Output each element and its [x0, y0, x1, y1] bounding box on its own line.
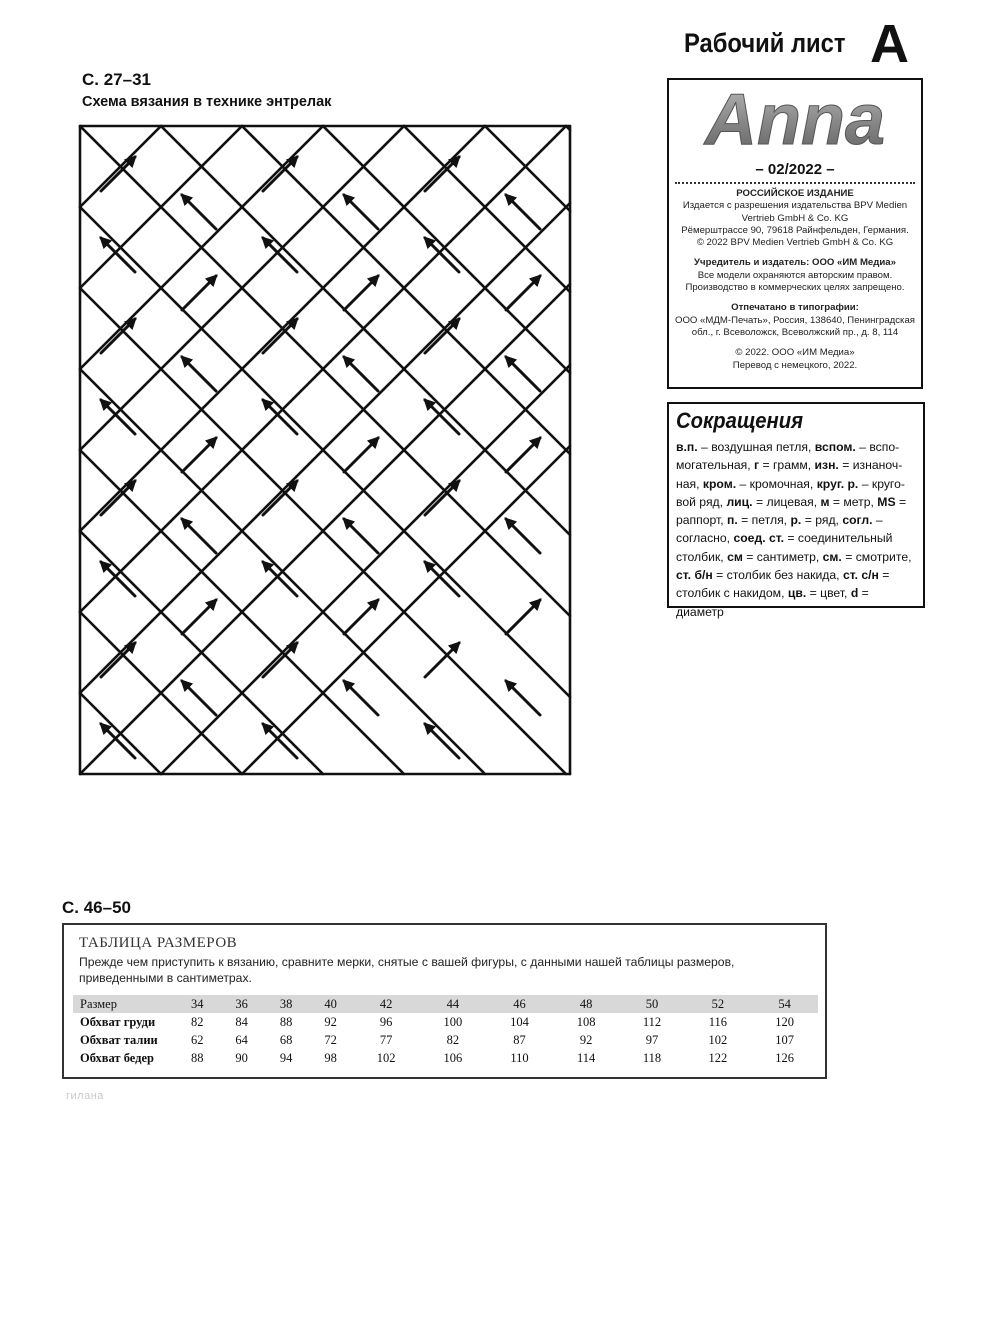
size-cell: 97: [645, 1032, 659, 1047]
size-cell: 98: [324, 1050, 337, 1065]
imprint-block-1: [669, 188, 921, 249]
size-cell: 120: [775, 1014, 794, 1029]
size-cell: 90: [235, 1050, 248, 1065]
size-cell: 46: [486, 995, 553, 1013]
size-cell: 72: [324, 1032, 337, 1047]
abbreviation-term: вспом.: [814, 440, 856, 454]
direction-arrow: [344, 195, 378, 229]
anna-logo: [680, 84, 910, 154]
direction-arrow: [182, 357, 216, 391]
row-label: Обхват талии: [80, 1032, 158, 1047]
imprint-line: Издается с разрешения издательства BPV Medien: [682, 200, 908, 212]
direction-arrow: [425, 724, 459, 758]
size-cell: 82: [190, 1014, 204, 1029]
direction-arrow: [101, 643, 135, 677]
direction-arrow: [425, 481, 459, 515]
abbreviation-definition: = цвет,: [806, 586, 851, 601]
diagonal-line: [80, 126, 570, 616]
size-table-intro: Прежде чем приступить к вязанию, сравните мерки, снятые с вашей фигуры, с данными нашей таблицы размеров, приведенными в сантиметрах.: [79, 955, 735, 985]
direction-arrow: [182, 438, 216, 472]
diagonal-line: [242, 446, 570, 774]
direction-arrow: [344, 519, 378, 553]
abbreviation-definition: = соединительный столбик,: [676, 531, 893, 564]
abbreviation-definition: = столбик с накидом,: [676, 568, 890, 601]
direction-arrow: [182, 276, 216, 310]
row-label: Размер: [73, 995, 175, 1013]
direction-arrow: [506, 600, 540, 634]
size-cell: 82: [446, 1032, 460, 1047]
abbreviation-definition: = сантиметр,: [742, 549, 823, 564]
size-cell: 77: [379, 1032, 393, 1047]
direction-arrow: [182, 681, 216, 715]
direction-arrow: [344, 276, 378, 310]
direction-arrow: [101, 238, 135, 272]
row-label: Обхват бедер: [80, 1050, 154, 1065]
size-cell: 96: [379, 1014, 393, 1029]
direction-arrow: [263, 400, 297, 434]
size-table-box: [62, 923, 827, 1079]
size-cell: 54: [751, 995, 818, 1013]
direction-arrow: [425, 562, 459, 596]
direction-arrow: [263, 238, 297, 272]
direction-arrow: [263, 481, 297, 515]
abbreviation-definition: = диаметр: [676, 586, 869, 619]
abbreviation-definition: = изнаночная,: [676, 458, 903, 491]
direction-arrow: [182, 195, 216, 229]
abbreviation-term: круг. р.: [816, 476, 859, 491]
direction-arrow: [344, 600, 378, 634]
direction-arrow: [101, 319, 135, 353]
abbreviations-box: [667, 402, 925, 619]
abbreviation-term: MS: [877, 494, 896, 509]
direction-arrow: [506, 681, 540, 715]
imprint-line: Отпечатано в типографии:: [731, 302, 859, 314]
size-cell: 92: [579, 1032, 593, 1047]
direction-arrow: [263, 724, 297, 758]
sheet-letter: A: [870, 14, 909, 74]
diagonal-line: [80, 207, 570, 697]
abbreviation-term: п.: [727, 513, 738, 528]
size-page-ref: С. 46–50: [62, 898, 131, 917]
direction-arrow: [425, 319, 459, 353]
abbreviation-definition: = лицевая,: [752, 494, 821, 509]
imprint-line: РОССИЙСКОЕ ИЗДАНИЕ: [736, 188, 854, 199]
abbreviation-term: согл.: [842, 513, 873, 528]
size-cell: 50: [620, 995, 685, 1013]
imprint-line: Рёмерштрассе 90, 79618 Райнфельден, Германия.: [681, 224, 909, 236]
direction-arrow: [425, 238, 459, 272]
size-cell: 87: [513, 1032, 526, 1047]
size-cell: 100: [443, 1014, 463, 1029]
diagonal-line: [161, 365, 570, 774]
direction-arrow: [263, 562, 297, 596]
imprint-line: Перевод с немецкого, 2022.: [732, 359, 858, 371]
size-cell: 48: [553, 995, 620, 1013]
abbreviation-definition: – вспомогательная,: [676, 440, 900, 473]
size-cell: 104: [510, 1014, 529, 1029]
diagonal-line: [80, 284, 570, 774]
abbreviation-definition: = грамм,: [759, 458, 815, 473]
direction-arrow: [506, 519, 540, 553]
size-table: [73, 995, 818, 1067]
abbreviation-term: соед. ст.: [733, 531, 785, 546]
abbreviations-text: [676, 438, 916, 621]
direction-arrow: [101, 562, 135, 596]
imprint-block-4: [669, 347, 921, 372]
size-cell: 94: [279, 1050, 293, 1065]
direction-arrow: [101, 400, 135, 434]
direction-arrow: [506, 195, 540, 229]
abbreviation-term: р.: [790, 513, 802, 528]
diagram-grid: [80, 126, 570, 774]
abbreviation-definition: – воздушная петля,: [697, 440, 815, 454]
size-cell: 64: [235, 1032, 248, 1047]
abbreviation-term: ст. б/н: [676, 568, 713, 583]
direction-arrow: [506, 438, 540, 472]
abbreviation-term: цв.: [787, 586, 807, 601]
size-cell: 102: [708, 1032, 728, 1047]
size-cell: 44: [419, 995, 486, 1013]
sheet-label: Рабочий лист: [684, 28, 846, 58]
abbreviation-definition: = метр,: [829, 494, 878, 509]
row-label: Обхват груди: [80, 1014, 156, 1029]
diagonal-line: [242, 126, 570, 454]
imprint-line: Учредитель и издатель: ООО «ИМ Медиа»: [694, 257, 896, 269]
imprint-line: © 2022 BPV Medien Vertrieb GmbH & Co. KG: [696, 237, 894, 249]
imprint-block-2: [669, 257, 921, 294]
direction-arrow: [263, 319, 297, 353]
entrelac-diagram: [78, 124, 572, 776]
size-cell: 62: [190, 1032, 204, 1047]
size-row: [73, 1013, 818, 1031]
abbreviation-term: лиц.: [726, 494, 753, 509]
dotted-divider: [675, 182, 915, 184]
imprint-line: Все модели охраняются авторским правом.: [697, 269, 893, 281]
direction-arrow: [344, 681, 378, 715]
chart-caption: Схема вязания в технике энтрелак: [82, 94, 332, 110]
size-cell: 110: [510, 1050, 529, 1065]
size-cell: 88: [279, 1014, 293, 1029]
abbreviation-definition: = петля,: [737, 513, 791, 528]
size-cell: 92: [324, 1014, 337, 1029]
abbreviation-term: м: [820, 494, 830, 509]
abbreviation-term: ст. с/н: [842, 568, 879, 583]
direction-arrow: [101, 481, 135, 515]
imprint-line: Vertrieb GmbH & Co. KG: [741, 212, 849, 224]
chart-page-ref: С. 27–31: [82, 70, 151, 89]
svg-text:Anna: Anna: [705, 84, 885, 154]
abbreviation-definition: – согласно,: [676, 513, 883, 546]
size-cell: 118: [642, 1050, 662, 1065]
size-header-row: [73, 995, 818, 1013]
direction-arrow: [344, 357, 378, 391]
diagonal-line: [404, 126, 570, 292]
direction-arrow: [263, 643, 297, 677]
size-row: [73, 1031, 818, 1049]
issue-number: – 02/2022 –: [755, 161, 835, 178]
abbreviation-term: d: [850, 586, 859, 601]
size-cell: 88: [190, 1050, 204, 1065]
direction-arrow: [425, 643, 459, 677]
size-cell: 102: [376, 1050, 396, 1065]
imprint-box: [667, 78, 923, 389]
abbreviation-definition: – кромочная,: [736, 476, 817, 491]
imprint-line: обл., г. Всеволожск, Всеволжский пр., д. 8, 114: [691, 326, 899, 338]
abbreviation-definition: – круговой ряд,: [676, 476, 905, 509]
abbreviation-term: г: [754, 458, 760, 473]
sheet-title: [684, 14, 924, 78]
direction-arrow: [101, 724, 135, 758]
abbreviation-definition: = столбик без накида,: [712, 568, 843, 583]
size-cell: 112: [642, 1014, 662, 1029]
size-cell: 126: [775, 1050, 794, 1065]
direction-arrow: [506, 276, 540, 310]
abbreviation-term: см.: [822, 549, 842, 564]
diagonal-line: [485, 126, 570, 211]
diagonal-line: [161, 126, 570, 535]
abbreviations-title: Сокращения: [676, 408, 804, 433]
abbreviation-definition: = смотрите,: [841, 549, 912, 564]
direction-arrow: [182, 600, 216, 634]
direction-arrow: [182, 519, 216, 553]
watermark: гилана: [66, 1090, 104, 1102]
abbreviation-term: кром.: [702, 476, 737, 491]
direction-arrow: [263, 157, 297, 191]
size-cell: 108: [576, 1014, 596, 1029]
imprint-line: Производство в коммерческих целях запрещено.: [685, 282, 905, 294]
size-cell: 34: [175, 995, 219, 1013]
abbreviation-definition: = раппорт,: [676, 494, 907, 528]
size-cell: 36: [219, 995, 263, 1013]
size-cell: 107: [775, 1032, 794, 1047]
size-cell: 38: [264, 995, 308, 1013]
size-cell: 84: [235, 1014, 248, 1029]
abbreviation-term: в.п.: [676, 440, 698, 454]
direction-arrow: [506, 357, 540, 391]
imprint-line: © 2022. ООО «ИМ Медиа»: [735, 347, 855, 359]
size-cell: 116: [708, 1014, 728, 1029]
direction-arrow: [344, 438, 378, 472]
size-cell: 114: [577, 1050, 596, 1065]
imprint-block-3: [669, 302, 921, 339]
abbreviation-term: изн.: [814, 458, 839, 473]
abbreviation-definition: = ряд,: [801, 513, 843, 528]
size-table-title: ТАБЛИЦА РАЗМЕРОВ: [79, 935, 238, 951]
size-cell: 122: [708, 1050, 728, 1065]
size-cell: 40: [308, 995, 352, 1013]
size-cell: 106: [443, 1050, 463, 1065]
abbreviation-term: см: [727, 549, 743, 564]
size-cell: 42: [353, 995, 420, 1013]
size-cell: 52: [685, 995, 752, 1013]
diagonal-line: [80, 203, 570, 693]
size-cell: 68: [279, 1032, 293, 1047]
size-row: [73, 1049, 818, 1067]
imprint-line: ООО «МДМ-Печать», Россия, 138640, Пенинградская: [675, 314, 915, 326]
direction-arrow: [425, 400, 459, 434]
direction-arrow: [425, 157, 459, 191]
direction-arrow: [101, 157, 135, 191]
